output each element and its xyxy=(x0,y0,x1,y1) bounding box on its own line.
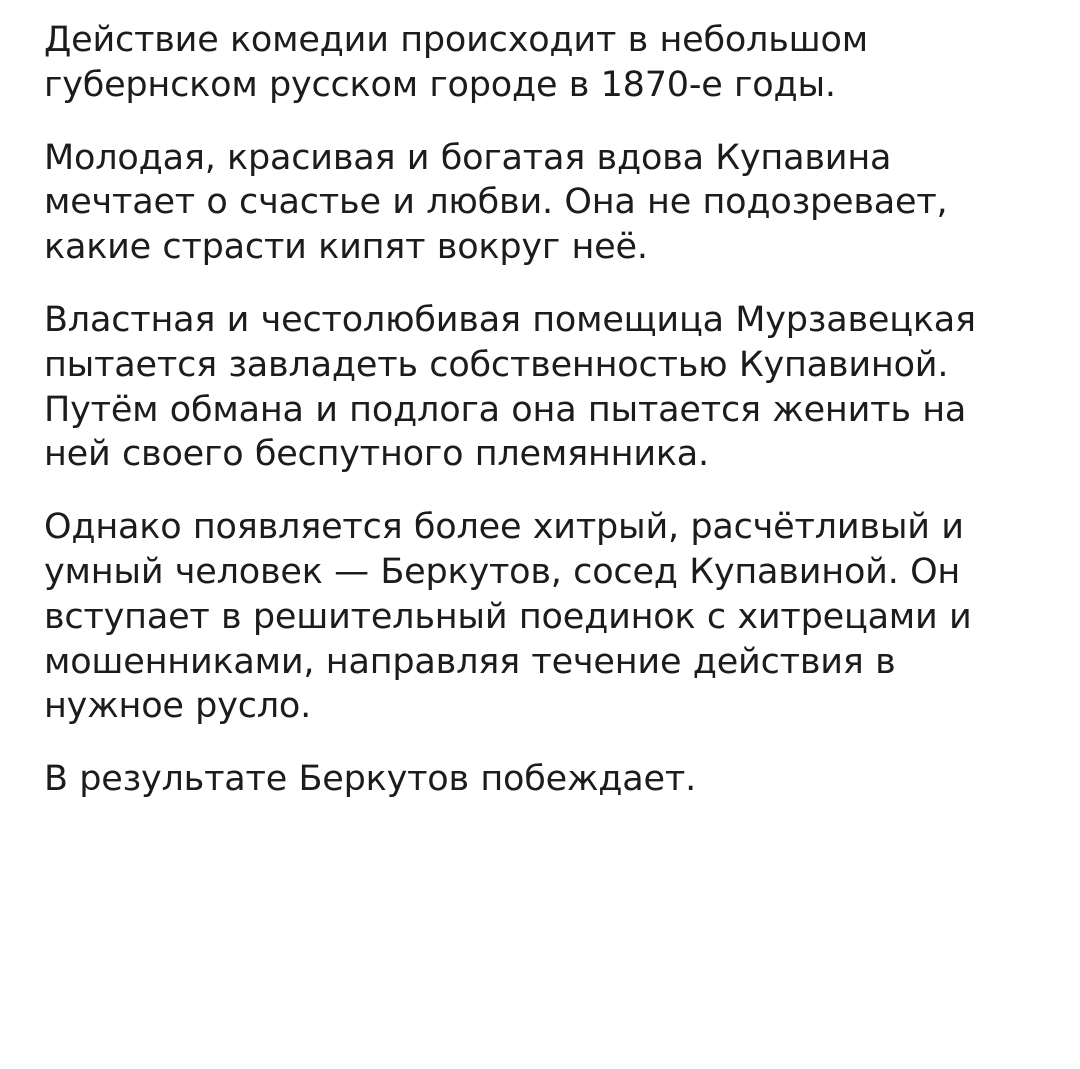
paragraph-4: Однако появляется более хитрый, расчётливый и умный человек — Беркутов, сосед Купавиной. Он вступает в решительный поединок с хитрецами и мошенниками, направляя течение действия в нужное русло. xyxy=(44,507,972,727)
paragraph-3: Властная и честолюбивая помещица Мурзавецкая пытается завладеть собственностью Купавиной. Путём обмана и подлога она пытается женить на ней своего беспутного племянника. xyxy=(44,299,976,475)
paragraph-5: В результате Беркутов побеждает. xyxy=(44,759,696,800)
paragraph-1: Действие комедии происходит в небольшом губернском русском городе в 1870-е годы. xyxy=(44,20,868,105)
paragraph-2: Молодая, красивая и богатая вдова Купавина мечтает о счастье и любви. Она не подозревает, какие страсти кипят вокруг неё. xyxy=(44,137,948,268)
